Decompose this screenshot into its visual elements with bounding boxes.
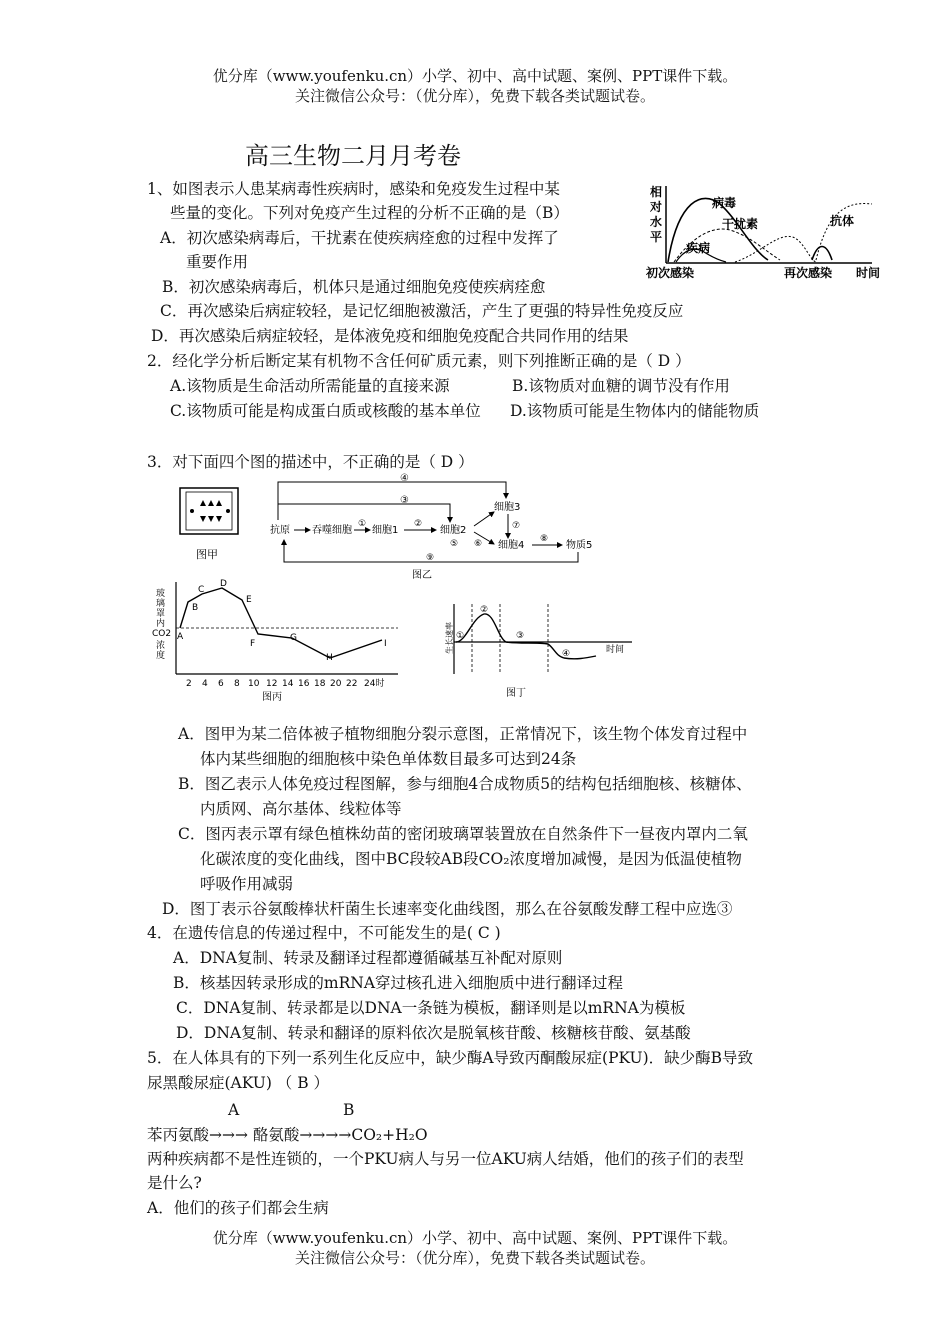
bing-xtick-24: 24时 xyxy=(364,679,385,689)
yi-num-4: ④ xyxy=(400,473,409,484)
q1-option-a-line-1: A．初次感染病毒后，干扰素在使疾病痊愈的过程中发挥了 xyxy=(160,229,559,247)
bing-ylabel-5: CO2 xyxy=(152,629,172,639)
q5-pathway: 苯丙氨酸→→→ 酪氨酸→→→→CO₂+H₂O xyxy=(147,1126,428,1144)
q1-option-d: D．再次感染后病症较轻，是体液免疫和细胞免疫配合共同作用的结果 xyxy=(151,327,629,345)
q1-ylabel-3: 水 xyxy=(650,215,663,229)
bing-point-h: H xyxy=(326,653,333,663)
q4-stem: 4．在遗传信息的传递过程中，不可能发生的是( C ) xyxy=(147,924,501,942)
bing-point-f: F xyxy=(250,639,256,649)
jia-chromosomes-bottom xyxy=(200,516,222,522)
bing-point-d: D xyxy=(220,579,227,589)
yi-num-1: ① xyxy=(358,519,367,529)
q1-label-disease: 疾病 xyxy=(686,241,711,255)
q1-antibody-curve-1 xyxy=(735,236,816,262)
q1-label-time: 时间 xyxy=(856,266,881,280)
yi-caption: 图乙 xyxy=(412,570,432,580)
q1-ylabel-4: 平 xyxy=(650,230,663,244)
bing-ylabel-6: 浓 xyxy=(156,641,166,651)
q1-label-antibody: 抗体 xyxy=(830,214,855,228)
yi-cell4: 细胞4 xyxy=(498,540,525,551)
q1-antibody-curve-2 xyxy=(816,203,872,260)
bing-xtick-14: 14 xyxy=(282,679,294,689)
bing-xtick-20: 20 xyxy=(330,679,342,689)
bing-xtick-4: 4 xyxy=(202,679,208,689)
q1-label-interferon: 干扰素 xyxy=(722,217,759,231)
bing-xtick-18: 18 xyxy=(314,679,326,689)
yi-cell2: 细胞2 xyxy=(440,525,467,536)
jia-pole-right xyxy=(226,509,230,513)
bing-xtick-6: 6 xyxy=(218,679,224,689)
bing-ylabel-7: 度 xyxy=(156,651,166,661)
yi-num-5: ⑤ xyxy=(450,539,459,549)
ding-ylabel: 生长速率 xyxy=(445,622,454,654)
yi-arrow-to-cell3 xyxy=(474,512,494,526)
yi-antigen: 抗原 xyxy=(270,525,290,536)
bing-xtick-10: 10 xyxy=(248,679,260,689)
bing-caption: 图丙 xyxy=(262,692,282,703)
q5-question-line-2: 是什么? xyxy=(147,1174,202,1192)
q3-option-d: D．图丁表示谷氨酸棒状杆菌生长速率变化曲线图，那么在谷氨酸发酵工程中应选③ xyxy=(162,900,733,918)
bing-xtick-12: 12 xyxy=(266,679,278,689)
yi-num-6: ⑥ xyxy=(474,539,483,549)
q2-option-d: D.该物质可能是生物体内的储能物质 xyxy=(510,402,760,420)
yi-num-2: ② xyxy=(414,519,423,529)
q3-option-c-line-3: 呼吸作用减弱 xyxy=(200,875,294,893)
q3-option-b-line-2: 内质网、高尔基体、线粒体等 xyxy=(200,800,402,818)
q1-label-virus: 病毒 xyxy=(712,196,737,210)
ding-stage-3: ③ xyxy=(516,631,525,641)
header-line-2: 关注微信公众号：（优分库），免费下载各类试题试卷。 xyxy=(294,87,655,105)
bing-point-g: G xyxy=(290,633,297,643)
q4-option-d: D．DNA复制、转录和翻译的原料依次是脱氧核苷酸、核糖核苷酸、氨基酸 xyxy=(176,1024,691,1042)
page-title: 高三生物二月月考卷 xyxy=(245,142,461,170)
q1-label-first-infection: 初次感染 xyxy=(646,266,695,280)
bing-xtick-2: 2 xyxy=(186,679,192,689)
yi-phagocyte: 吞噬细胞 xyxy=(312,525,352,536)
q3-option-a-line-2: 体内某些细胞的细胞核中染色单体数目最多可达到24条 xyxy=(200,750,577,768)
bing-xtick-22: 22 xyxy=(346,679,358,689)
q3-figure-ding xyxy=(436,598,636,703)
q1-immune-figure xyxy=(640,180,890,285)
footer-line-2: 关注微信公众号：（优分库），免费下载各类试题试卷。 xyxy=(294,1249,655,1267)
ding-stage-1: ① xyxy=(456,631,465,641)
ding-xlabel: 时间 xyxy=(606,645,625,655)
yi-num-3: ③ xyxy=(400,495,409,506)
q1-option-c: C．再次感染后病症较轻，是记忆细胞被激活，产生了更强的特异性免疫反应 xyxy=(160,302,684,320)
q1-virus-curve-2 xyxy=(812,247,832,261)
q1-ylabel-1: 相 xyxy=(650,185,663,199)
q1-label-second-infection: 再次感染 xyxy=(784,266,833,280)
bing-point-e: E xyxy=(246,595,252,605)
jia-chromosomes-top xyxy=(200,500,222,506)
bing-ylabel-1: 玻 xyxy=(156,589,166,599)
footer-line-1: 优分库（www.youfenku.cn）小学、初中、高中试题、案例、PPT课件下载。 xyxy=(212,1229,738,1247)
q5-option-a: A．他们的孩子们都会生病 xyxy=(147,1199,329,1217)
yi-substance5: 物质5 xyxy=(566,540,593,551)
yi-cell1: 细胞1 xyxy=(372,525,399,536)
q2-option-a: A.该物质是生命活动所需能量的直接来源 xyxy=(170,377,450,395)
yi-num-7: ⑦ xyxy=(512,521,521,531)
header-line-1: 优分库（www.youfenku.cn）小学、初中、高中试题、案例、PPT课件下载。 xyxy=(212,67,738,85)
bing-point-a: A xyxy=(177,632,184,642)
bing-curve xyxy=(180,588,382,658)
q3-option-b-line-1: B．图乙表示人体免疫过程图解，参与细胞4合成物质5的结构包括细胞核、核糖体、 xyxy=(178,775,752,793)
yi-num-9: ⑨ xyxy=(426,553,435,563)
ding-stage-4: ④ xyxy=(562,649,571,659)
bing-ylabel-4: 内 xyxy=(156,619,166,629)
bing-ylabel-2: 璃 xyxy=(156,599,166,609)
yi-cell3: 细胞3 xyxy=(494,502,521,513)
q3-stem: 3．对下面四个图的描述中，不正确的是（ D ） xyxy=(147,453,474,471)
q4-option-a: A．DNA复制、转录及翻译过程都遵循碱基互补配对原则 xyxy=(173,949,563,967)
q4-option-b: B．核基因转录形成的mRNA穿过核孔进入细胞质中进行翻译过程 xyxy=(173,974,624,992)
q3-figure-yi xyxy=(262,470,622,580)
q5-stem-line-2: 尿黑酸尿症(AKU) （ B ） xyxy=(147,1074,330,1092)
bing-point-i: I xyxy=(384,639,387,649)
q3-option-c-line-2: 化碳浓度的变化曲线，图中BC段较AB段CO₂浓度增加减慢，是因为低温使植物 xyxy=(200,850,742,868)
q5-enzyme-a: A xyxy=(228,1101,240,1119)
q1-stem-line-1: 1、如图表示人患某病毒性疾病时，感染和免疫发生过程中某 xyxy=(147,180,560,198)
ding-stage-2: ② xyxy=(480,605,489,615)
q2-stem: 2．经化学分析后断定某有机物不含任何矿质元素，则下列推断正确的是（ D ） xyxy=(147,352,691,370)
q1-option-b: B．初次感染病毒后，机体只是通过细胞免疫使疾病痊愈 xyxy=(162,278,546,296)
q5-enzyme-b: B xyxy=(343,1101,355,1119)
ding-caption: 图丁 xyxy=(506,688,526,699)
bing-point-b: B xyxy=(192,603,199,613)
q5-question-line-1: 两种疾病都不是性连锁的，一个PKU病人与另一位AKU病人结婚，他们的孩子们的表型 xyxy=(147,1150,744,1168)
q3-figure-bing xyxy=(150,578,410,703)
ding-curve xyxy=(456,614,596,659)
q5-stem-line-1: 5．在人体具有的下列一系列生化反应中，缺少酶A导致丙酮酸尿症(PKU)．缺少酶B导致 xyxy=(147,1049,754,1067)
bing-xtick-16: 16 xyxy=(298,679,310,689)
yi-num-8: ⑧ xyxy=(540,534,549,544)
q3-figure-jia xyxy=(170,484,250,564)
q3-option-a-line-1: A．图甲为某二倍体被子植物细胞分裂示意图，正常情况下，该生物个体发育过程中 xyxy=(178,725,748,743)
q4-option-c: C．DNA复制、转录都是以DNA一条链为模板，翻译则是以mRNA为模板 xyxy=(176,999,686,1017)
q3-option-c-line-1: C．图丙表示罩有绿色植株幼苗的密闭玻璃罩装置放在自然条件下一昼夜内罩内二氧 xyxy=(178,825,748,843)
bing-point-c: C xyxy=(198,585,205,595)
q1-option-a-line-2: 重要作用 xyxy=(186,253,249,271)
jia-pole-left xyxy=(190,509,194,513)
jia-caption: 图甲 xyxy=(196,548,218,561)
q2-option-b: B.该物质对血糖的调节没有作用 xyxy=(512,377,730,395)
q1-stem-line-2: 些量的变化。下列对免疫产生过程的分析不正确的是（B） xyxy=(170,204,569,222)
yi-arrow-4 xyxy=(278,482,506,520)
bing-xtick-8: 8 xyxy=(234,679,240,689)
q2-option-c: C.该物质可能是构成蛋白质或核酸的基本单位 xyxy=(170,402,481,420)
q1-ylabel-2: 对 xyxy=(650,200,663,214)
bing-ylabel-3: 罩 xyxy=(156,609,166,619)
